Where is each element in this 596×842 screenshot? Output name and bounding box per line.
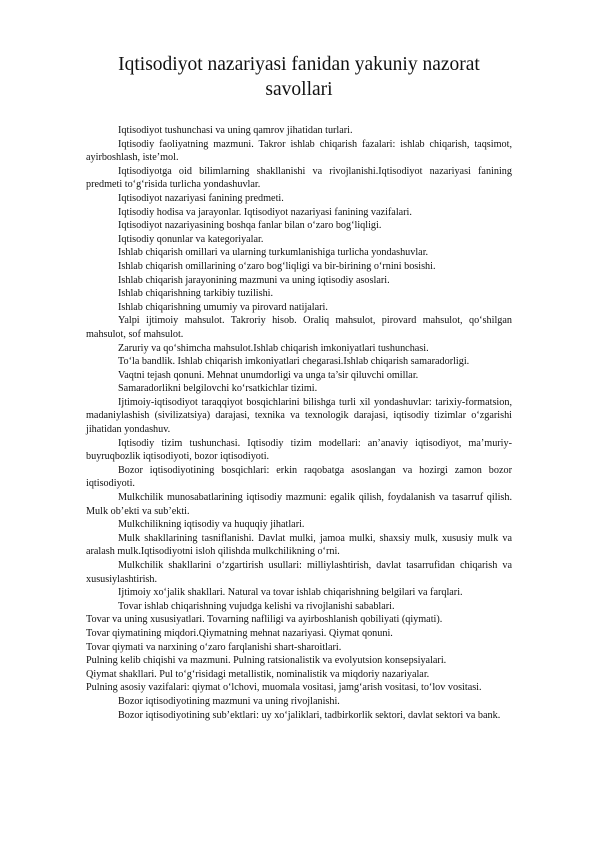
question-item: Mulkchilik munosabatlarining iqtisodiy mazmuni: egalik qilish, foydalanish va tasarruf qilish. Mulk ob’ekti va sub’ekti. <box>86 492 512 517</box>
question-item: Tovar ishlab chiqarishning vujudga kelishi va rivojlanishi sabablari. <box>118 600 395 612</box>
question-item: Iqtisodiyotga oid bilimlarning shakllanishi va rivojlanishi.Iqtisodiyot nazariyasi fanining predmeti to‘g‘risida turlicha yondashuvlar. <box>86 165 512 191</box>
question-item: Ishlab chiqarishning umumiy va pirovard natijalari. <box>118 301 328 313</box>
question-item: To‘la bandlik. Ishlab chiqarish imkoniyatlari chegarasi.Ishlab chiqarish samaradorligi. <box>118 356 470 368</box>
question-item: Bozor iqtisodiyotining mazmuni va uning rivojlanishi. <box>118 695 340 707</box>
question-item: Samaradorlikni belgilovchi ko‘rsatkichlar tizimi. <box>118 383 318 395</box>
question-item: Iqtisodiy qonunlar va kategoriyalar. <box>118 233 264 245</box>
question-item: Iqtisodiyot nazariyasining boshqa fanlar bilan o‘zaro bog‘liqligi. <box>118 220 382 232</box>
question-item: Tovar qiymati va narxining o‘zaro farqlanishi shart-sharoitlari. <box>86 641 342 653</box>
question-item: Iqtisodiy tizim tushunchasi. Iqtisodiy tizim modellari: an’anaviy iqtisodiyot, ma’muriy-buyruqbozlik iqtisodiyoti, bozor iqtisodiyoti. <box>86 437 512 463</box>
question-item: Ishlab chiqarish jarayonining mazmuni va uning iqtisodiy asoslari. <box>118 274 390 286</box>
question-item: Ishlab chiqarish omillarining o‘zaro bog‘liqligi va bir-birining o‘rnini bosishi. <box>118 260 436 272</box>
question-item: Pulning asosiy vazifalari: qiymat o‘lchovi, muomala vositasi, jamg‘arish vositasi, to‘lov vositasi. <box>86 682 482 694</box>
question-item: Ijtimoiy xo‘jalik shakllari. Natural va tovar ishlab chiqarishning belgilari va farqlari. <box>118 587 463 599</box>
question-item: Bozor iqtisodiyotining bosqichlari: erkin raqobatga asoslangan va hozirgi zamon bozor iqtisodiyoti. <box>86 464 512 490</box>
question-item: Iqtisodiy hodisa va jarayonlar. Iqtisodiyot nazariyasi fanining vazifalari. <box>118 206 412 218</box>
question-item: Ishlab chiqarishning tarkibiy tuzilishi. <box>118 288 274 300</box>
question-item: Bozor iqtisodiyotining sub’ektlari: uy xo‘jaliklari, tadbirkorlik sektori, davlat sektori va bank. <box>118 709 501 721</box>
question-item: Mulkchilik shakllarini o‘zgartirish usullari: milliylashtirish, davlat tasarrufidan chiqarish va xususiylashtirish. <box>86 560 512 585</box>
question-item: Iqtisodiyot nazariyasi fanining predmeti. <box>118 192 284 204</box>
page-title: Iqtisodiyot nazariyasi fanidan yakuniy nazorat savollari <box>118 54 480 100</box>
question-item: Mulkchilikning iqtisodiy va huquqiy jihatlari. <box>118 519 305 531</box>
question-item: Vaqtni tejash qonuni. Mehnat unumdorligi va unga ta’sir qiluvchi omillar. <box>118 369 419 381</box>
question-item: Ijtimoiy-iqtisodiyot taraqqiyot bosqichlarini bilishga turli xil yondashuvlar: tarixiy-formatsion, madaniylashish (sivilizatsiya) darajasi, texnika va texnologik darajasi, iqtisodiy tizimlar o‘zgarishi jihatidan yondashuv. <box>86 396 512 436</box>
question-item: Mulk shakllarining tasniflanishi. Davlat mulki, jamoa mulki, shaxsiy mulk, xususiy mulk va aralash mulk.Iqtisodiyotni isloh qilishda mulkchilikning o‘rni. <box>86 532 512 558</box>
question-item: Tovar qiymatining miqdori.Qiymatning mehnat nazariyasi. Qiymat qonuni. <box>86 627 393 639</box>
question-item: Ishlab chiqarish omillari va ularning turkumlanishiga turlicha yondashuvlar. <box>118 247 429 259</box>
question-item: Iqtisodiy faoliyatning mazmuni. Takror ishlab chiqarish fazalari: ishlab chiqarish, taqsimot, ayirboshlash, iste’mol. <box>86 138 512 164</box>
question-item: Qiymat shakllari. Pul to‘g‘risidagi metallistik, nominalistik va miqdoriy nazariyalar. <box>86 668 430 680</box>
question-item: Zaruriy va qo‘shimcha mahsulot.Ishlab chiqarish imkoniyatlari tushunchasi. <box>118 342 429 354</box>
question-item: Yalpi ijtimoiy mahsulot. Takroriy hisob. Oraliq mahsulot, pirovard mahsulot, qo‘shilgan mahsulot, sof mahsulot. <box>86 315 512 340</box>
question-list <box>86 124 512 722</box>
question-item: Iqtisodiyot tushunchasi va uning qamrov jihatidan turlari. <box>118 125 353 136</box>
question-item: Pulning kelib chiqishi va mazmuni. Pulning ratsionalistik va evolyutsion konsepsiyalari. <box>86 655 447 667</box>
question-item: Tovar va uning xususiyatlari. Tovarning nafliligi va ayirboshlanish qobiliyati (qiymati). <box>86 614 443 626</box>
